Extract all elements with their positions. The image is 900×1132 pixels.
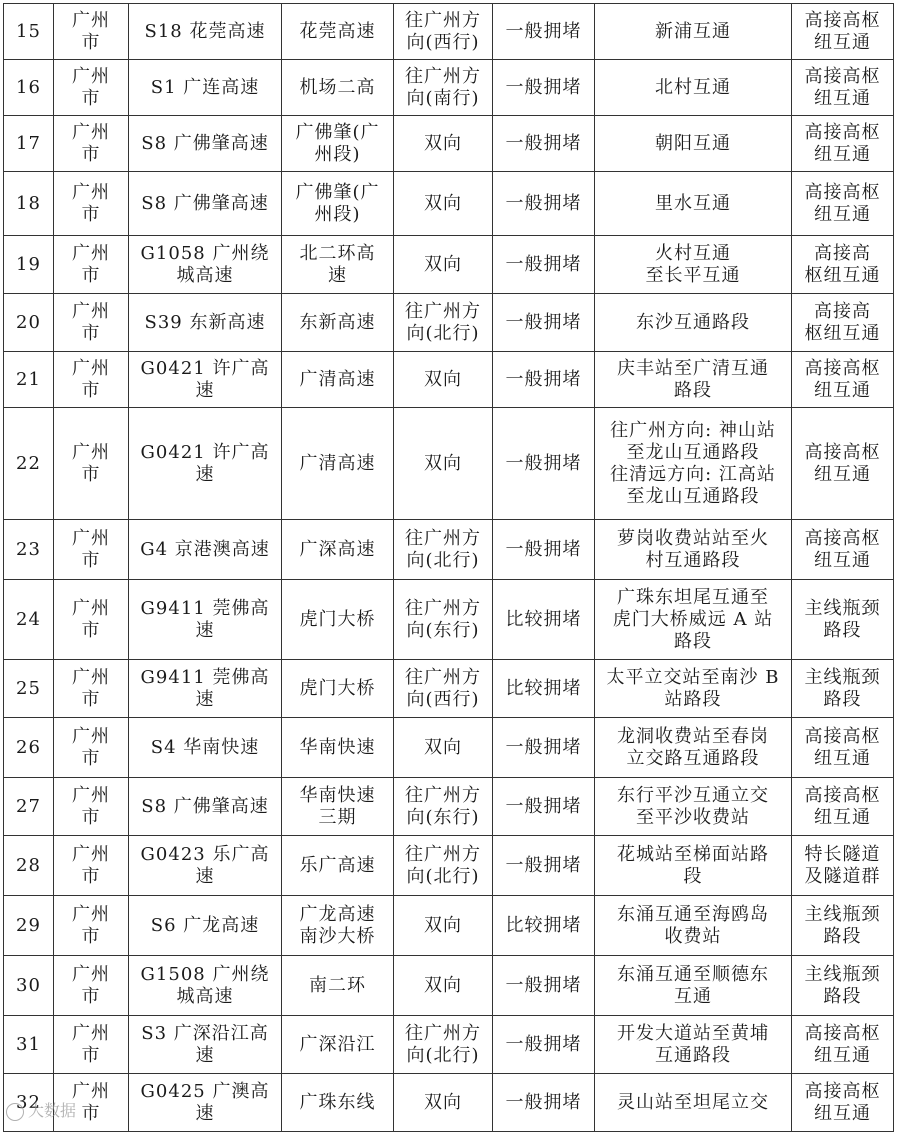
row-number: 23: [4, 520, 54, 580]
type-cell: 高接高枢 纽互通: [792, 4, 894, 60]
road-cell: G1508 广州绕 城高速: [129, 956, 282, 1016]
level-cell: 一般拥堵: [493, 172, 595, 236]
level-cell: 一般拥堵: [493, 1074, 595, 1132]
city-cell: 广州 市: [54, 520, 129, 580]
section-cell: 虎门大桥: [282, 660, 394, 718]
row-number: 17: [4, 116, 54, 172]
table-row: [4, 294, 894, 352]
level-cell: 比较拥堵: [493, 896, 595, 956]
city-cell: 广州 市: [54, 172, 129, 236]
row-number: 22: [4, 408, 54, 520]
road-cell: S8 广佛肇高速: [129, 778, 282, 836]
level-cell: 一般拥堵: [493, 236, 595, 294]
row-number: 27: [4, 778, 54, 836]
section-cell: 广龙高速 南沙大桥: [282, 896, 394, 956]
table-row: [4, 4, 894, 60]
level-cell: 一般拥堵: [493, 956, 595, 1016]
level-cell: 一般拥堵: [493, 408, 595, 520]
road-cell: S8 广佛肇高速: [129, 116, 282, 172]
direction-cell: 往广州方 向(西行): [394, 660, 493, 718]
direction-cell: 往广州方 向(南行): [394, 60, 493, 116]
section-cell: 广珠东线: [282, 1074, 394, 1132]
type-cell: 主线瓶颈 路段: [792, 956, 894, 1016]
row-number: 29: [4, 896, 54, 956]
section-cell: 机场二高: [282, 60, 394, 116]
direction-cell: 双向: [394, 1074, 493, 1132]
section-cell: 花莞高速: [282, 4, 394, 60]
watermark-logo-icon: [6, 1103, 24, 1121]
section-cell: 乐广高速: [282, 836, 394, 896]
city-cell: 广州 市: [54, 956, 129, 1016]
watermark-text: 大数据: [28, 1101, 77, 1120]
location-cell: 北村互通: [595, 60, 792, 116]
type-cell: 高接高枢 纽互通: [792, 1074, 894, 1132]
level-cell: 一般拥堵: [493, 520, 595, 580]
location-cell: 开发大道站至黄埔 互通路段: [595, 1016, 792, 1074]
city-cell: 广州 市: [54, 718, 129, 778]
table-row: [4, 172, 894, 236]
section-cell: 虎门大桥: [282, 580, 394, 660]
direction-cell: 往广州方 向(北行): [394, 1016, 493, 1074]
direction-cell: 往广州方 向(西行): [394, 4, 493, 60]
level-cell: 一般拥堵: [493, 718, 595, 778]
row-number: 25: [4, 660, 54, 718]
location-cell: 往广州方向: 神山站 至龙山互通路段 往清远方向: 江高站 至龙山互通路段: [595, 408, 792, 520]
road-cell: G0423 乐广高 速: [129, 836, 282, 896]
section-cell: 华南快速: [282, 718, 394, 778]
location-cell: 龙洞收费站至春岗 立交路互通路段: [595, 718, 792, 778]
table-row: [4, 60, 894, 116]
row-number: 24: [4, 580, 54, 660]
direction-cell: 双向: [394, 116, 493, 172]
city-cell: 广州 市: [54, 294, 129, 352]
type-cell: 高接高枢 纽互通: [792, 718, 894, 778]
table-row: [4, 718, 894, 778]
city-cell: 广州 市: [54, 352, 129, 408]
road-cell: G9411 莞佛高 速: [129, 660, 282, 718]
level-cell: 一般拥堵: [493, 836, 595, 896]
section-cell: 广佛肇(广 州段): [282, 172, 394, 236]
road-cell: S3 广深沿江高 速: [129, 1016, 282, 1074]
row-number: 30: [4, 956, 54, 1016]
row-number: 16: [4, 60, 54, 116]
type-cell: 主线瓶颈 路段: [792, 580, 894, 660]
type-cell: 高接高枢 纽互通: [792, 60, 894, 116]
section-cell: 广佛肇(广 州段): [282, 116, 394, 172]
type-cell: 高接高 枢纽互通: [792, 294, 894, 352]
table-row: [4, 956, 894, 1016]
row-number: 32: [4, 1074, 54, 1132]
direction-cell: 双向: [394, 718, 493, 778]
road-cell: S6 广龙高速: [129, 896, 282, 956]
type-cell: 高接高枢 纽互通: [792, 116, 894, 172]
table-row: [4, 408, 894, 520]
location-cell: 灵山站至坦尾立交: [595, 1074, 792, 1132]
level-cell: 比较拥堵: [493, 580, 595, 660]
section-cell: 广清高速: [282, 408, 394, 520]
row-number: 15: [4, 4, 54, 60]
road-cell: G9411 莞佛高 速: [129, 580, 282, 660]
location-cell: 东涌互通至顺德东 互通: [595, 956, 792, 1016]
table-row: [4, 352, 894, 408]
table-row: [4, 836, 894, 896]
road-cell: S18 花莞高速: [129, 4, 282, 60]
direction-cell: 双向: [394, 172, 493, 236]
section-cell: 广深沿江: [282, 1016, 394, 1074]
row-number: 26: [4, 718, 54, 778]
table-row: [4, 1016, 894, 1074]
location-cell: 广珠东坦尾互通至 虎门大桥威远 A 站 路段: [595, 580, 792, 660]
direction-cell: 往广州方 向(北行): [394, 836, 493, 896]
location-cell: 花城站至梯面站路 段: [595, 836, 792, 896]
row-number: 20: [4, 294, 54, 352]
direction-cell: 双向: [394, 352, 493, 408]
type-cell: 特长隧道 及隧道群: [792, 836, 894, 896]
congestion-table: [3, 3, 894, 1132]
road-cell: G4 京港澳高速: [129, 520, 282, 580]
row-number: 18: [4, 172, 54, 236]
level-cell: 一般拥堵: [493, 116, 595, 172]
location-cell: 太平立交站至南沙 B 站路段: [595, 660, 792, 718]
road-cell: S8 广佛肇高速: [129, 172, 282, 236]
section-cell: 广深高速: [282, 520, 394, 580]
direction-cell: 双向: [394, 896, 493, 956]
table-row: [4, 660, 894, 718]
road-cell: G0421 许广高 速: [129, 352, 282, 408]
direction-cell: 往广州方 向(北行): [394, 294, 493, 352]
row-number: 31: [4, 1016, 54, 1074]
table-row: [4, 778, 894, 836]
row-number: 21: [4, 352, 54, 408]
location-cell: 东涌互通至海鸥岛 收费站: [595, 896, 792, 956]
city-cell: 广州 市: [54, 660, 129, 718]
type-cell: 高接高枢 纽互通: [792, 520, 894, 580]
level-cell: 一般拥堵: [493, 352, 595, 408]
location-cell: 火村互通 至长平互通: [595, 236, 792, 294]
table-row: [4, 520, 894, 580]
level-cell: 一般拥堵: [493, 4, 595, 60]
section-cell: 北二环高 速: [282, 236, 394, 294]
location-cell: 朝阳互通: [595, 116, 792, 172]
city-cell: 广州 市: [54, 1074, 129, 1132]
direction-cell: 双向: [394, 408, 493, 520]
city-cell: 广州 市: [54, 60, 129, 116]
level-cell: 比较拥堵: [493, 660, 595, 718]
direction-cell: 往广州方 向(东行): [394, 580, 493, 660]
section-cell: 华南快速 三期: [282, 778, 394, 836]
section-cell: 广清高速: [282, 352, 394, 408]
type-cell: 高接高枢 纽互通: [792, 408, 894, 520]
city-cell: 广州 市: [54, 778, 129, 836]
direction-cell: 双向: [394, 956, 493, 1016]
location-cell: 东沙互通路段: [595, 294, 792, 352]
direction-cell: 往广州方 向(东行): [394, 778, 493, 836]
type-cell: 高接高 枢纽互通: [792, 236, 894, 294]
table-row: [4, 1074, 894, 1132]
table-row: [4, 580, 894, 660]
road-cell: S39 东新高速: [129, 294, 282, 352]
location-cell: 萝岗收费站站至火 村互通路段: [595, 520, 792, 580]
level-cell: 一般拥堵: [493, 778, 595, 836]
type-cell: 主线瓶颈 路段: [792, 896, 894, 956]
city-cell: 广州 市: [54, 580, 129, 660]
city-cell: 广州 市: [54, 4, 129, 60]
row-number: 19: [4, 236, 54, 294]
table-body: [4, 4, 894, 1132]
city-cell: 广州 市: [54, 1016, 129, 1074]
road-cell: S4 华南快速: [129, 718, 282, 778]
city-cell: 广州 市: [54, 236, 129, 294]
table-row: [4, 896, 894, 956]
type-cell: 高接高枢 纽互通: [792, 778, 894, 836]
type-cell: 高接高枢 纽互通: [792, 172, 894, 236]
road-cell: S1 广连高速: [129, 60, 282, 116]
type-cell: 高接高枢 纽互通: [792, 352, 894, 408]
direction-cell: 往广州方 向(北行): [394, 520, 493, 580]
city-cell: 广州 市: [54, 116, 129, 172]
level-cell: 一般拥堵: [493, 294, 595, 352]
type-cell: 主线瓶颈 路段: [792, 660, 894, 718]
table-row: [4, 116, 894, 172]
row-number: 28: [4, 836, 54, 896]
direction-cell: 双向: [394, 236, 493, 294]
road-cell: G0421 许广高 速: [129, 408, 282, 520]
location-cell: 庆丰站至广清互通 路段: [595, 352, 792, 408]
section-cell: 东新高速: [282, 294, 394, 352]
city-cell: 广州 市: [54, 408, 129, 520]
table-row: [4, 236, 894, 294]
level-cell: 一般拥堵: [493, 1016, 595, 1074]
watermark: [6, 1098, 76, 1121]
road-cell: G0425 广澳高 速: [129, 1074, 282, 1132]
location-cell: 东行平沙互通立交 至平沙收费站: [595, 778, 792, 836]
level-cell: 一般拥堵: [493, 60, 595, 116]
type-cell: 高接高枢 纽互通: [792, 1016, 894, 1074]
section-cell: 南二环: [282, 956, 394, 1016]
road-cell: G1058 广州绕 城高速: [129, 236, 282, 294]
city-cell: 广州 市: [54, 896, 129, 956]
location-cell: 里水互通: [595, 172, 792, 236]
city-cell: 广州 市: [54, 836, 129, 896]
location-cell: 新浦互通: [595, 4, 792, 60]
